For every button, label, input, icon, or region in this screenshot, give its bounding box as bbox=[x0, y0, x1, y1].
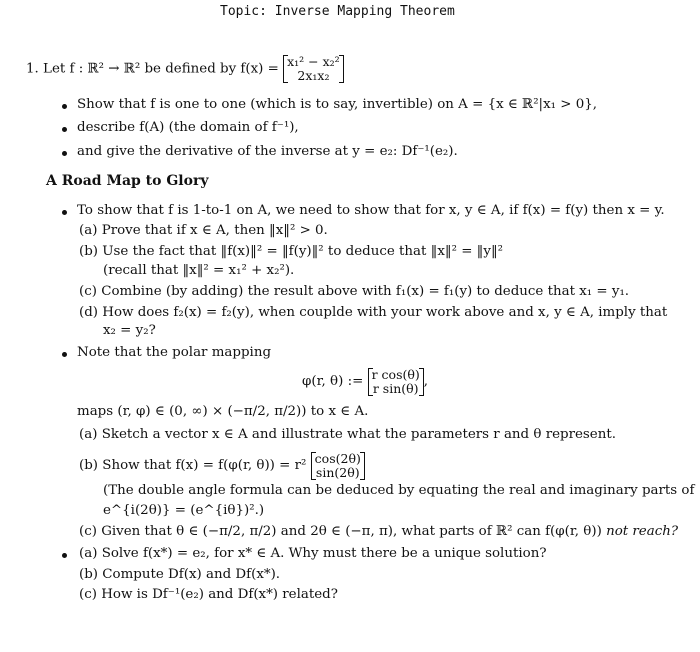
task-bullet-1: Show that f is one to one (which is to say, invertible) on A = {x ∈ ℝ²|x₁ > 0}, bbox=[77, 97, 598, 112]
roadmap-2-c bbox=[79, 523, 678, 541]
roadmap-3-c: (c) How is Df⁻¹(e₂) and Df(x*) related? bbox=[79, 587, 338, 602]
problem-intro: Let f : ℝ² → ℝ² be defined by f(x) = bbox=[43, 61, 279, 77]
task-bullet-3: and give the derivative of the inverse at y = e₂: Df⁻¹(e₂). bbox=[77, 144, 458, 159]
roadmap-2-a: (a) Sketch a vector x ∈ A and illustrate what the parameters r and θ represent. bbox=[79, 427, 616, 442]
roadmap-2-b-note: (The double angle formula can be deduced by equating the real and imaginary parts of bbox=[103, 483, 695, 498]
polar-row-1: r cos(θ) bbox=[371, 366, 420, 382]
roadmap-1-c: (c) Combine (by adding) the result above with f₁(x) = f₁(y) to deduce that x₁ = y₁. bbox=[79, 284, 630, 299]
bullet-dot bbox=[62, 553, 67, 558]
double-angle-row-1: cos(2θ) bbox=[314, 450, 361, 466]
bullet-dot bbox=[62, 127, 67, 132]
problem-statement bbox=[26, 55, 344, 83]
f-definition-matrix bbox=[283, 55, 344, 83]
polar-mapping-formula bbox=[302, 366, 428, 398]
polar-matrix bbox=[368, 368, 424, 396]
matrix-row-1: x₁² − x₂² bbox=[287, 54, 340, 69]
double-angle-matrix bbox=[311, 452, 365, 480]
page-title: Topic: Inverse Mapping Theorem bbox=[220, 4, 455, 19]
roadmap-3-a: (a) Solve f(x*) = e₂, for x* ∈ A. Why must there be a unique solution? bbox=[79, 546, 547, 561]
phi-tail: , bbox=[423, 374, 429, 389]
polar-row-2: r sin(θ) bbox=[372, 380, 419, 396]
problem-number: 1. bbox=[26, 61, 39, 77]
task-bullet-2: describe f(A) (the domain of f⁻¹), bbox=[77, 120, 299, 135]
roadmap-2-c-text: (c) Given that θ ∈ (−π/2, π/2) and 2θ ∈ (−π, π), what parts of ℝ² can f(φ(r, θ)) bbox=[79, 524, 602, 539]
roadmap-2-maps: maps (r, φ) ∈ (0, ∞) × (−π/2, π/2)) to x ∈ A. bbox=[77, 404, 369, 419]
roadmap-2-intro: Note that the polar mapping bbox=[77, 345, 272, 360]
roadmap-1-a: (a) Prove that if x ∈ A, then ‖x‖² > 0. bbox=[79, 223, 328, 238]
bullet-dot bbox=[62, 352, 67, 357]
roadmap-heading: A Road Map to Glory bbox=[46, 173, 209, 189]
roadmap-2-c-emphasis: not reach? bbox=[606, 524, 679, 539]
bullet-dot bbox=[62, 210, 67, 215]
roadmap-2-b-note-formula: e^{i(2θ)} = (e^{iθ})².) bbox=[103, 503, 265, 518]
bullet-dot bbox=[62, 104, 67, 109]
roadmap-1-b: (b) Use the fact that ‖f(x)‖² = ‖f(y)‖² to deduce that ‖x‖² = ‖y‖² bbox=[79, 244, 504, 259]
roadmap-1-d-cont: x₂ = y₂? bbox=[103, 323, 156, 338]
roadmap-1-intro: To show that f is 1-to-1 on A, we need to show that for x, y ∈ A, if f(x) = f(y) then x = y. bbox=[77, 203, 665, 218]
double-angle-row-2: sin(2θ) bbox=[315, 464, 360, 480]
bullet-dot bbox=[62, 151, 67, 156]
roadmap-1-d: (d) How does f₂(x) = f₂(y), when couplde with your work above and x, y ∈ A, imply that bbox=[79, 305, 668, 320]
roadmap-1-b-recall: (recall that ‖x‖² = x₁² + x₂²). bbox=[103, 263, 295, 278]
roadmap-2-b-text: (b) Show that f(x) = f(φ(r, θ)) = r² bbox=[79, 458, 307, 473]
roadmap-3-b: (b) Compute Df(x) and Df(x*). bbox=[79, 567, 281, 582]
roadmap-2-b bbox=[79, 450, 365, 482]
matrix-row-2: 2x₁x₂ bbox=[297, 68, 330, 83]
phi-lhs: φ(r, θ) := bbox=[302, 374, 364, 389]
